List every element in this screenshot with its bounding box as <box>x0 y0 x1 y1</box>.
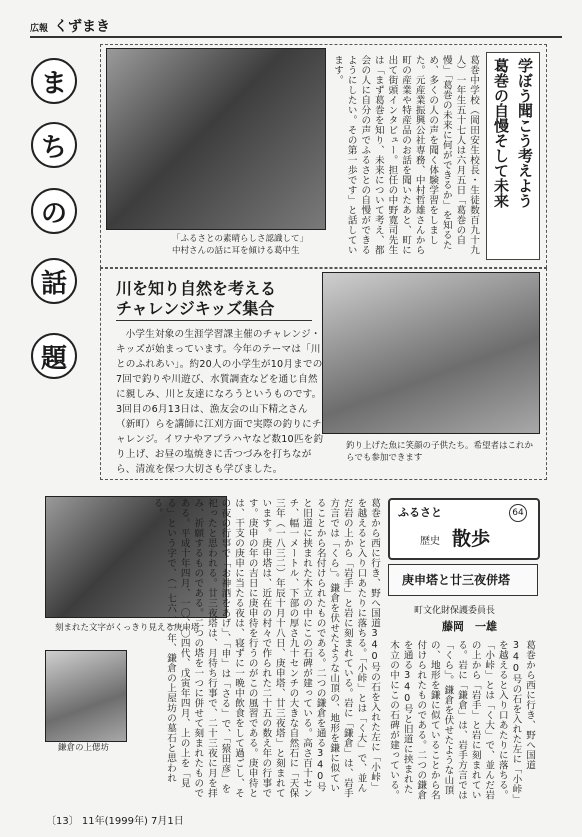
article1-body: 葛巻中学校（岡田安生校長・生徒数百九十九人）一年生五十七人は六月五日「葛巻の自慢」「葛巻の未来に何ができるか」を知るため、多くの人の声を聞く体験学習をしました。元産業振興公社専務、中村哲雄さんから町の産業や特産品のお話を聞いたあと、町に出て街頭インタビュー。担任の中野寛司先生は「まず葛巻を知り、未来について考え、都会の人に自分の声でふるさとの自慢ができるようにしたい。その第一歩です」と話しています。 <box>332 55 479 255</box>
article3-small-caption: 鎌倉の上偲坊 <box>58 743 110 753</box>
article3-body-right: 葛巻から西に行き、野へ国道340号の石を入れた左に「小峠」を越えると入り口あたりに落ちる。「小峠」とは「く大」で、並んだ岩の上から「岩手」と岩に刻まれている。岩に「鎌倉」は、岩手方言では「くら」。鎌倉を伏せたような山頂の、地形を鎌に似ていることから名付けられたものである。二つの鎌倉を通る340号と旧道に挟まれた木立の中にこの石碑が建っている。 <box>388 640 535 800</box>
article3-author-role: 町文化財保護委員長 <box>414 606 496 616</box>
article1-title-1: 学ぼう聞こう考えよう <box>516 58 534 208</box>
series-circle-1: ま <box>31 58 77 104</box>
article3-badge-number: 64 <box>509 504 527 522</box>
article2-title-1: 川を知り自然を考える <box>116 279 277 298</box>
masthead-name: くずまき <box>54 19 111 35</box>
article3-author-name: 藤岡 一雄 <box>442 620 497 633</box>
series-circle-4: 話 <box>31 258 77 304</box>
article3-badge-rekishi: 歴史 <box>420 536 440 547</box>
article1-title-2: 葛巻の自慢そして未来 <box>492 58 510 208</box>
article3-badge-sanpo: 散歩 <box>452 528 491 550</box>
article3-small-photo <box>45 650 127 742</box>
series-circle-2: ち <box>31 122 77 168</box>
article2-photo <box>322 272 540 434</box>
article3-subtitle: 庚申塔と廿三夜併塔 <box>402 573 511 587</box>
article3-stone-caption: 刻まれた文字がくっきり見える庚申塔 <box>55 623 200 633</box>
masthead-rule <box>30 36 562 38</box>
masthead-kouhou: 広報 <box>30 24 49 34</box>
article2-title-2: チャレンジキッズ集合 <box>116 299 275 318</box>
article2-title-rule <box>116 320 312 321</box>
article2-body: 小学生対象の生涯学習課主催のチャレンジ・キッズが始まっています。今年のテーマは「川とのふれあい」。約20人の小学生が10月までの7回で釣りや川遊び、水質調査などを通じ自然に親しみ、川と友達になろうというものです。 3回目の6月13日は、漁友会の山下精之さん（新町）らを講師に江刈方面で実際の釣りにチャレンジ。イワナやアブラハヤなど数10匹を釣り上げ、お昼の塩焼きに舌つづみを打ちながら、清流を保つ大切さも学びました。 <box>116 329 324 473</box>
article1-caption: 「ふるさとの素晴らしさ認識して」 中村さんの話に耳を傾ける葛中生 <box>172 234 309 256</box>
series-circle-3: の <box>31 188 77 234</box>
article1-photo <box>106 48 326 230</box>
article3-body-left: 葛巻から西に行き、野へ国道340号の石を入れた左に「小峠」を越えると入り口あたりに落ちる。「小峠」とは「く大」で、並んだ岩の上から「岩手」と岩に刻まれている。岩に「鎌倉」は、岩手方言では「くら」。鎌倉を伏せたような山頂の、地形を鎌に似ていることから名付けられたものである。二つの鎌倉を通る340号と旧道に挟まれた木立の中にこの石碑が建っている。高さ百十センチ、幅一メートル、下部の厚さ九十センチの大きな自然石に「天保三年（一八三二）年辰十月十八日、庚申塔、廿三夜塔」と刻まれています。庚申塔は、近在の村々で作られた二十五の数え年の行事です。庚申の年の吉日に庚申待を行うのがこの風習である。庚申待とは、干支の庚申に当たる夜は、寝ずに一晩中飲食をして過ごし、その夜の行事で「お神酒をあげ」、「申」は「さる」で、「猿田彦」を祀ったと思われる。廿三夜塔は、月待ち行事で、二十三夜に月を拝み、祈願するものである。二つの塔を一つに併せて刻まれたものである。平成十年四月、一〇、〇四代、戊寅年四月、上の上を「見る」という字で、（一七六一）年、鎌倉の上屋坊の墓石と思われる。 <box>151 498 380 798</box>
article3-badge-furusato: ふるさと <box>398 506 442 519</box>
article2-caption: 釣り上げた魚に笑顔の子供たち。希望者はこれからでも参加できます <box>346 441 534 463</box>
footer-page: 〔13〕 11年(1999年) 7月1日 <box>46 816 184 827</box>
masthead <box>30 16 110 36</box>
series-circle-5: 題 <box>31 333 77 379</box>
